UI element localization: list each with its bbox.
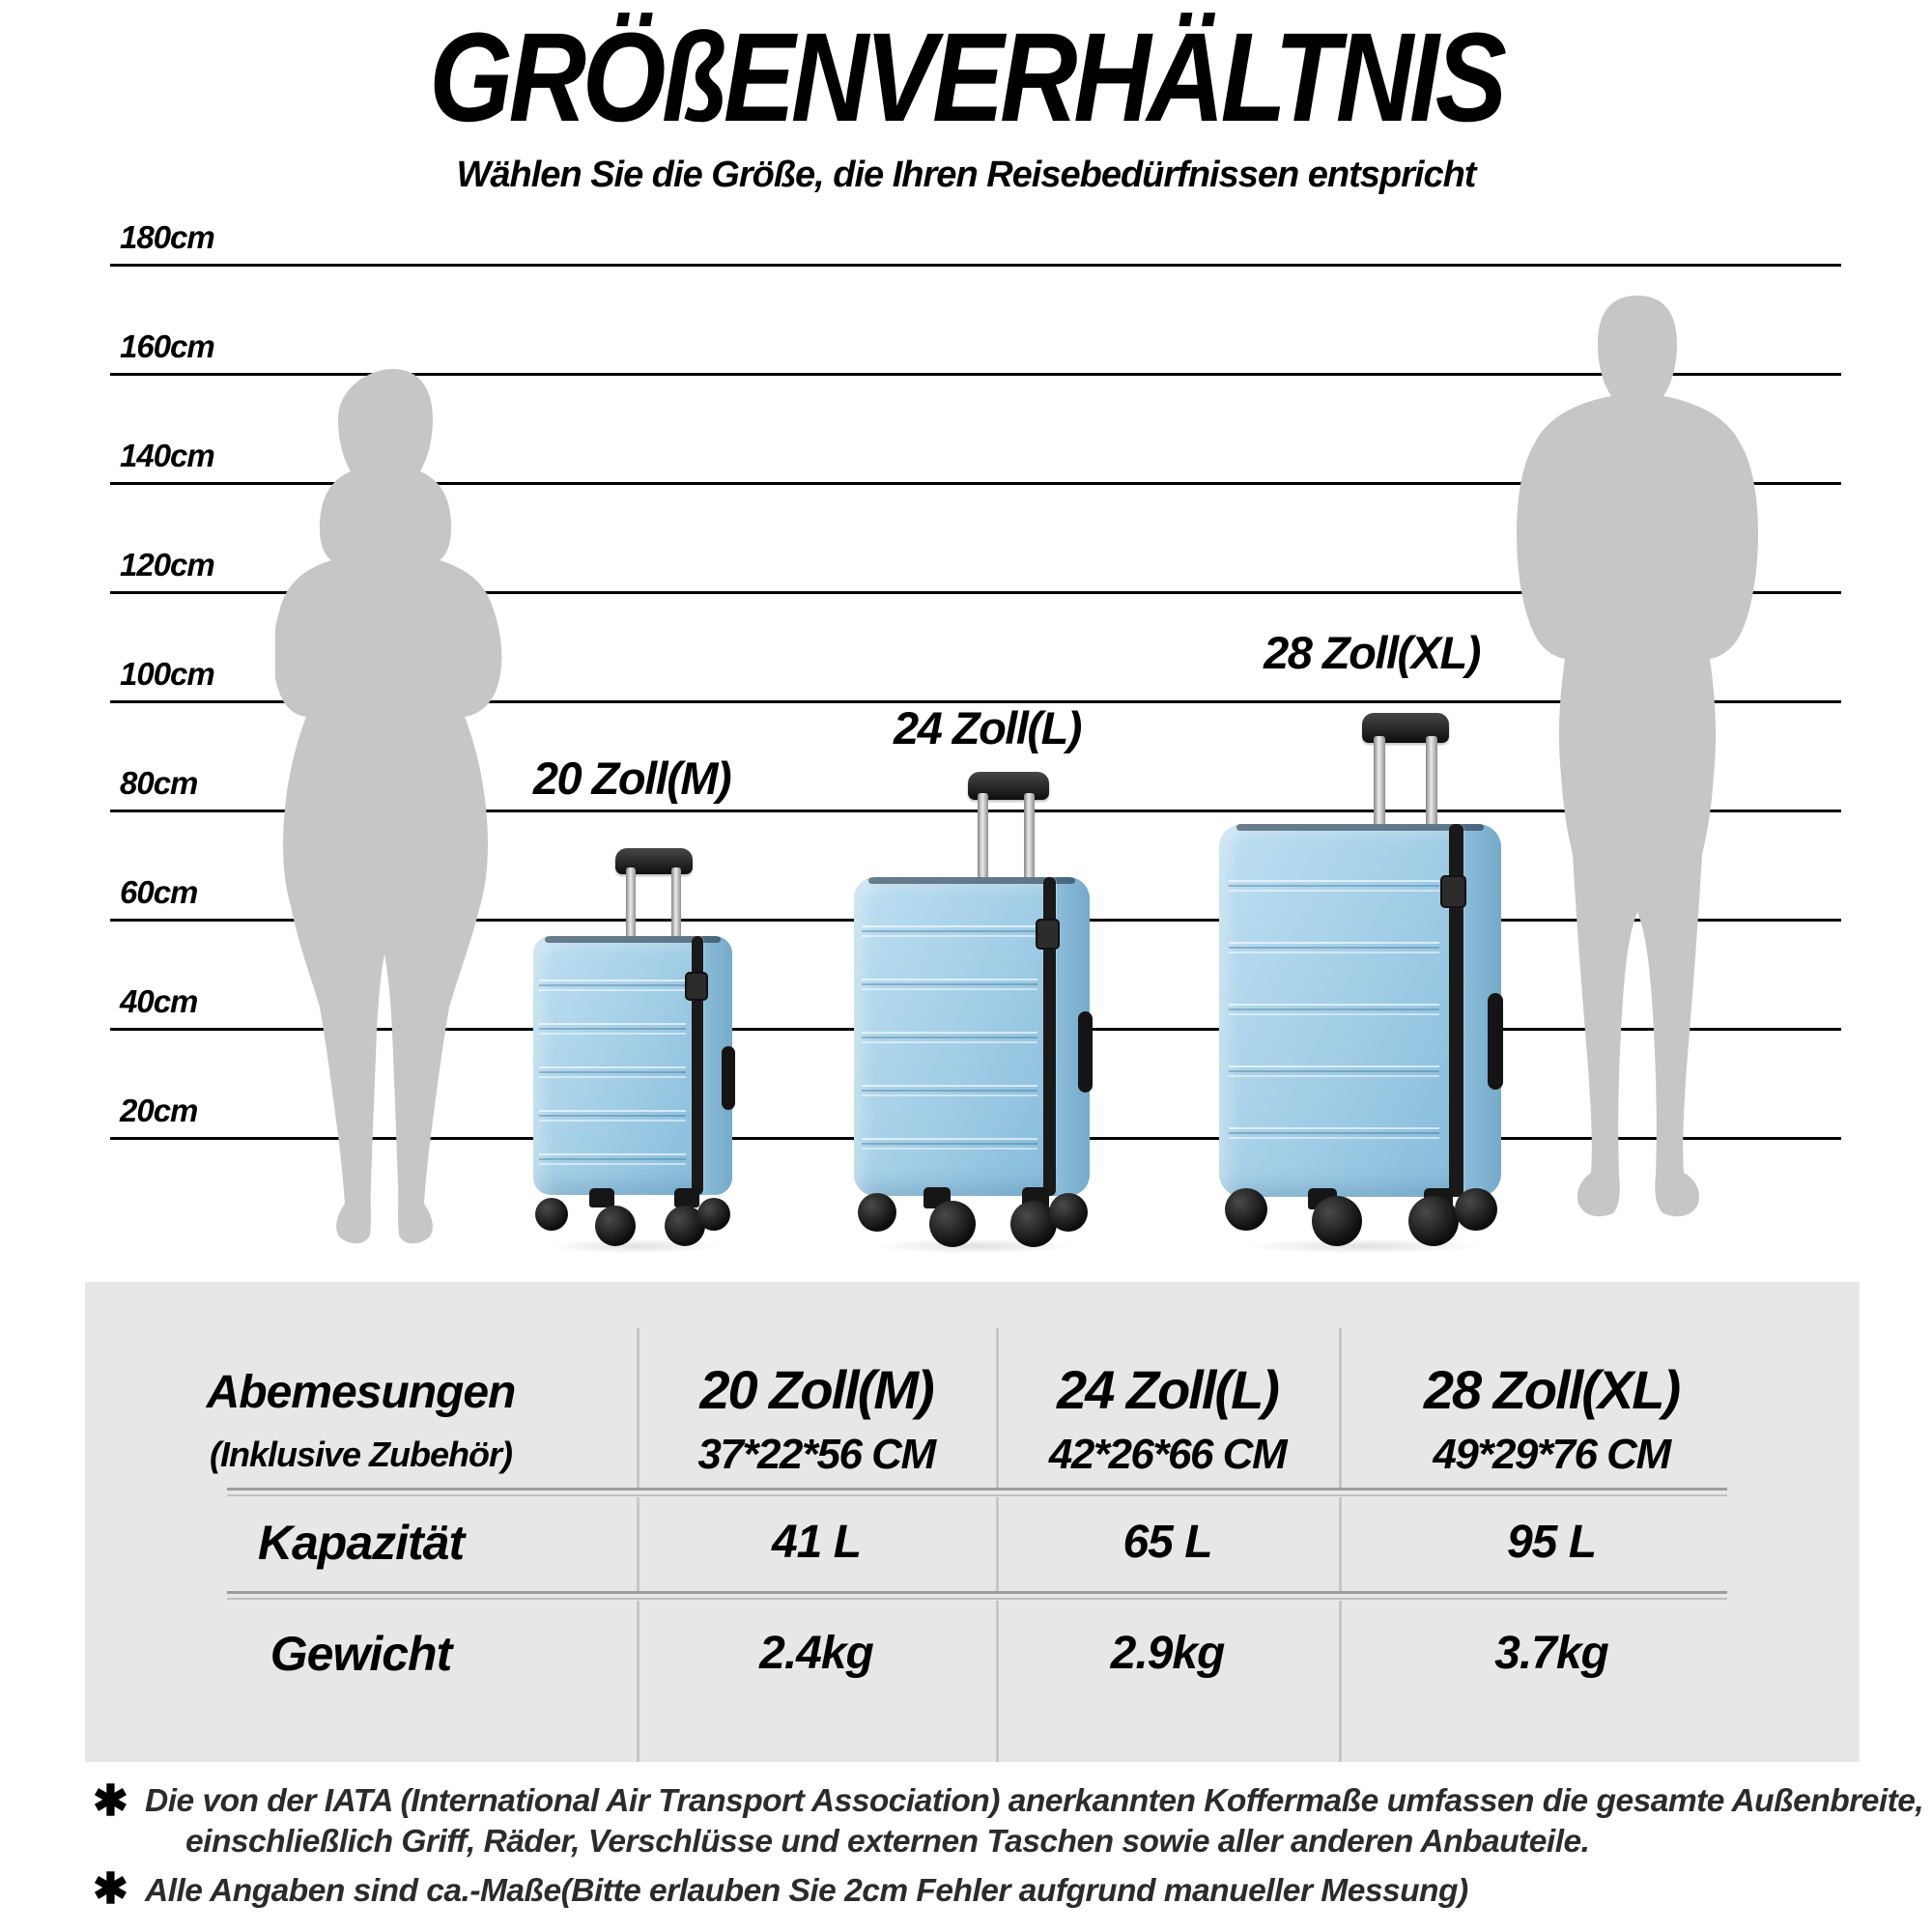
wheel-mount [589,1188,614,1208]
groove-stripes [539,1110,686,1122]
height-gridline-180 [110,264,1841,267]
weight-value-l: 2.9kg [1110,1628,1225,1679]
trolley-tube-icon [671,867,681,938]
spinner-wheel-icon [1225,1188,1267,1231]
trolley-tube-icon [1374,736,1385,827]
groove-stripes [1229,942,1439,955]
row-header-weight: Gewicht [270,1627,452,1681]
spec-table [85,1282,1860,1762]
tsa-lock-icon [1036,919,1060,950]
footnote-iata-line2: einschließlich Griff, Räder, Verschlüsse und externen Taschen sowie aller anderen Anbauteile. [185,1824,1590,1860]
groove-stripes [1229,880,1439,894]
side-handle-icon [1488,993,1503,1090]
trolley-tube-icon [626,867,636,938]
capacity-value-xl: 95 L [1506,1517,1597,1568]
groove-stripes [1229,1065,1439,1079]
capacity-value-l: 65 L [1122,1517,1212,1568]
ground-shadow [873,1238,1076,1254]
groove-stripes [539,1023,686,1035]
ground-shadow [549,1238,720,1254]
female-silhouette [275,365,512,1247]
weight-value-m: 2.4kg [759,1628,873,1679]
spinner-wheel-icon [858,1193,896,1232]
wheel-mount [674,1188,699,1208]
suitcase-top-trim [1236,824,1485,831]
groove-stripes [1229,1004,1439,1017]
col-header-28-zoll: 28 Zoll(XL) [1423,1359,1680,1420]
row-header-capacity: Kapazität [257,1516,465,1570]
asterisk-icon: ✱ [93,1865,128,1913]
chart-label-28-zoll: 28 Zoll(XL) [1264,627,1480,678]
page-title: GRÖßENVERHÄLTNIS [429,6,1503,148]
table-horizontal-divider [227,1591,1727,1601]
suitcase-m [533,848,732,1248]
scale-label-140cm: 140cm [120,438,214,473]
trolley-tube-icon [978,793,988,879]
ground-shadow [1241,1238,1484,1254]
row-header-dimensions: Abemesungen [206,1367,516,1418]
suitcase-xl [1219,713,1501,1248]
scale-label-20cm: 20cm [120,1093,198,1128]
groove-stripes [862,979,1037,991]
col-header-20-zoll: 20 Zoll(M) [699,1359,933,1420]
scale-label-60cm: 60cm [120,874,198,910]
scale-label-80cm: 80cm [120,765,198,801]
groove-stripes [862,925,1037,938]
spinner-wheel-icon [1049,1193,1088,1232]
col-dimensions-20-zoll: 37*22*56 CM [697,1431,935,1478]
suitcase-l [854,772,1090,1248]
groove-stripes [1229,1127,1439,1141]
groove-stripes [862,1032,1037,1044]
col-dimensions-24-zoll: 42*26*66 CM [1048,1431,1287,1478]
asterisk-icon: ✱ [93,1777,128,1825]
tsa-lock-icon [1440,875,1466,908]
scale-label-100cm: 100cm [120,656,214,692]
capacity-value-m: 41 L [771,1517,862,1568]
spinner-wheel-icon [697,1198,730,1231]
spinner-wheel-icon [535,1198,568,1231]
groove-stripes [862,1138,1037,1151]
row-header-dimensions-sub: (Inklusive Zubehör) [209,1435,513,1474]
col-dimensions-28-zoll: 49*29*76 CM [1433,1431,1670,1478]
weight-value-xl: 3.7kg [1494,1628,1608,1679]
scale-label-40cm: 40cm [120,983,198,1019]
trolley-tube-icon [1024,793,1035,879]
trolley-tube-icon [1426,736,1437,827]
tsa-lock-icon [685,972,708,1001]
chart-label-20-zoll: 20 Zoll(M) [532,753,731,804]
table-horizontal-divider [227,1488,1727,1497]
groove-stripes [539,980,686,991]
male-silhouette [1503,294,1772,1248]
footnote-iata-line1: Die von der IATA (International Air Transport Association) anerkannten Koffermaße umfassen die gesamte Außenbreite, [145,1783,1924,1819]
footnote-measurement: Alle Angaben sind ca.-Maße(Bitte erlauben Sie 2cm Fehler aufgrund manueller Messung) [145,1873,1468,1909]
scale-label-160cm: 160cm [120,328,214,364]
side-handle-icon [1078,1011,1093,1093]
chart-label-24-zoll: 24 Zoll(L) [894,702,1081,753]
col-header-24-zoll: 24 Zoll(L) [1057,1359,1278,1420]
scale-label-120cm: 120cm [120,547,214,582]
groove-stripes [539,1066,686,1078]
spinner-wheel-icon [1455,1188,1497,1231]
page-subtitle: Wählen Sie die Größe, die Ihren Reisebedürfnissen entspricht [456,155,1476,195]
side-handle-icon [722,1046,735,1110]
groove-stripes [862,1085,1037,1097]
groove-stripes [539,1153,686,1165]
scale-label-180cm: 180cm [120,219,214,255]
